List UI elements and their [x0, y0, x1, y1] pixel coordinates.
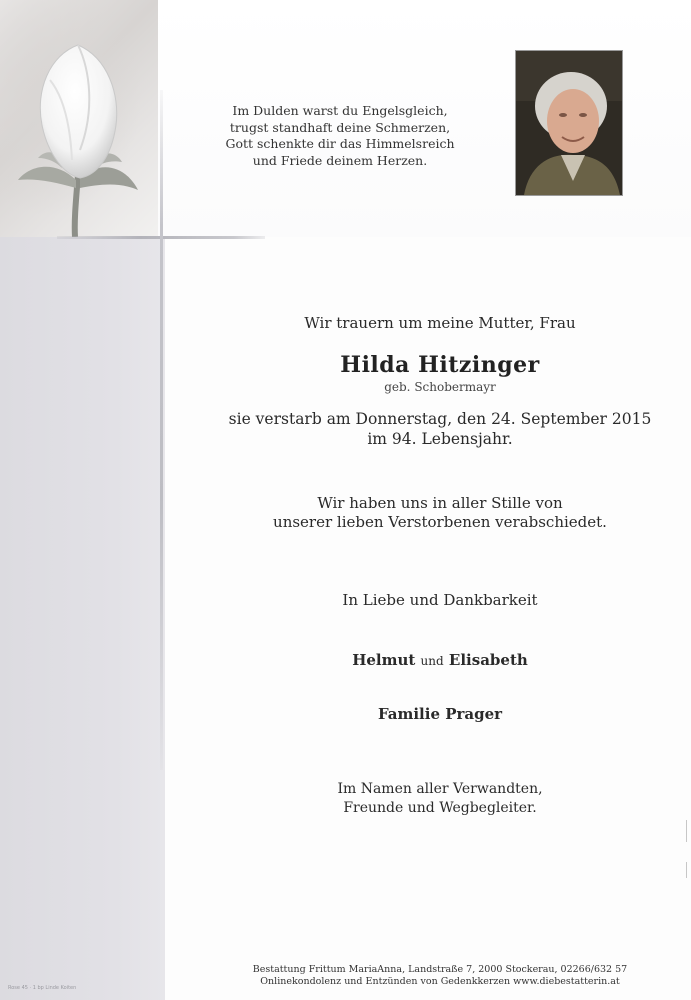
mourner-second: Elisabeth — [448, 651, 528, 669]
mourner-first: Helmut — [352, 651, 416, 669]
edge-mark — [686, 862, 687, 878]
mourner-names — [190, 651, 690, 669]
funeral-home-address: Bestattung Frittum MariaAnna, Landstraße 7, 2000 Stockerau, 02266/632 57 — [252, 964, 628, 975]
verse-line: trugst standhaft deine Schmerzen, — [229, 119, 451, 135]
on-behalf-line: Im Namen aller Verwandten, — [337, 781, 543, 797]
portrait-photo — [515, 50, 623, 196]
verse-line: und Friede deinem Herzen. — [252, 152, 428, 168]
family-name: Familie Prager — [377, 705, 503, 723]
farewell-line: unserer lieben Verstorbenen verabschiedet. — [273, 513, 607, 531]
rose-image — [0, 0, 158, 237]
white-rose-icon — [0, 0, 158, 237]
intro-line: Wir trauern um meine Mutter, Frau — [304, 314, 576, 332]
edge-mark — [686, 820, 687, 842]
funeral-home-footer — [190, 964, 690, 988]
deceased-name: Hilda Hitzinger — [340, 352, 540, 378]
on-behalf-line: Freunde und Wegbegleiter. — [343, 800, 537, 816]
gratitude-line: In Liebe und Dankbarkeit — [342, 591, 538, 609]
death-notice — [190, 409, 690, 449]
maiden-name: geb. Schobermayr — [384, 380, 496, 394]
mourner-conjunction: und — [420, 654, 444, 668]
verse-line: Im Dulden warst du Engelsgleich, — [232, 103, 448, 118]
portrait-icon — [516, 51, 622, 195]
on-behalf-text — [190, 780, 690, 818]
farewell-line: Wir haben uns in aller Stille von — [317, 494, 563, 512]
funeral-home-website: Onlinekondolenz und Entzünden von Gedenkkerzen www.diebestatterin.at — [260, 976, 620, 987]
cross-vertical-bar — [160, 90, 163, 770]
verse-line: Gott schenkte dir das Himmelsreich — [225, 136, 455, 151]
death-age: im 94. Lebensjahr. — [367, 430, 513, 448]
farewell-text — [190, 494, 690, 532]
death-date: sie verstarb am Donnerstag, den 24. September 2015 — [228, 410, 652, 428]
left-gray-strip — [0, 237, 165, 1000]
template-code: Rose 45 · 1 bp Linde Koiten — [8, 985, 77, 991]
memorial-verse — [190, 103, 490, 169]
